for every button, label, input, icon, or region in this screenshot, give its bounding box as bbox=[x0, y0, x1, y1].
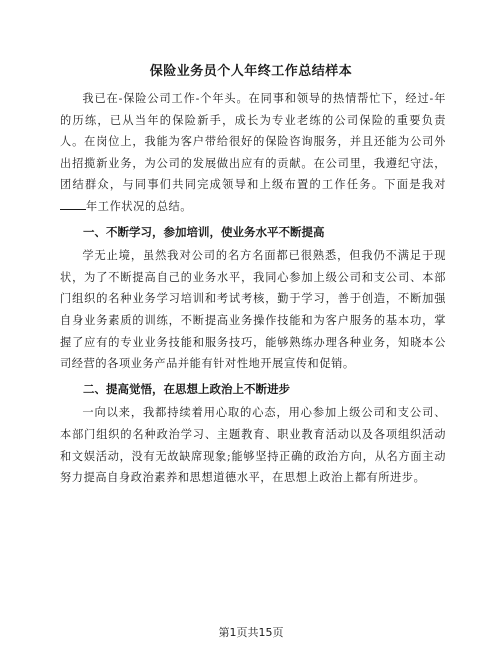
page-number-footer: 第1页共15页 bbox=[218, 626, 284, 639]
intro-text: 我已在-保险公司工作-个年头。在同事和领导的热情帮忙下，经过-年的历练，已从当年的保险新手，成长为专业老练的公司保险的重要负责人。在岗位上，我能为客户带给很好的保险咨询服务，并且还能为公司外出招揽新业务，为公司的发展做出应有的贡献。在公司里，我遵纪守法，团结群众，与同事们共同完成领导和上级布置的工作任务。下面是我对 bbox=[60, 92, 446, 192]
intro-paragraph bbox=[60, 88, 446, 218]
section-body-2: 一向以来，我都持续着用心取的心态，用心参加上级公司和支公司、本部门组织的名种政治学习、主题教育、职业教育活动以及各项组织活动和文娱活动，没有无故缺席现象;能够坚持正确的政治方向，从名方面主动努力提高自身政治素养和思想道德水平，在思想上政治上都有所进步。 bbox=[60, 406, 446, 485]
intro-text-end: 年工作状况的总结。 bbox=[86, 199, 193, 213]
year-blank-line bbox=[60, 197, 86, 210]
section-heading-1: 一、不断学习，参加培训，使业务水平不断提高 bbox=[83, 224, 325, 239]
section-body-1: 学无止境，虽然我对公司的名方名面都已很熟悉，但我仍不满足于现状，为了不断提高自己的业务水平，我同心参加上级公司和支公司、本部门组织的名种业务学习培训和考试考核，勤于学习，善于创造，不断加强自身业务素质的训练，不断提高业务操作技能和为客户服务的基本功，掌握了应有的专业业务技能和服务技巧，能够熟练办理各种业务，知晓本公司经营的各项业务产品并能有针对性地开展宣传和促销。 bbox=[60, 249, 446, 371]
section-heading-2: 二、提高觉悟，在思想上政治上不断进步 bbox=[83, 381, 290, 396]
document-title: 保险业务员个人年终工作总结样本 bbox=[149, 64, 353, 79]
document-body bbox=[60, 88, 446, 489]
